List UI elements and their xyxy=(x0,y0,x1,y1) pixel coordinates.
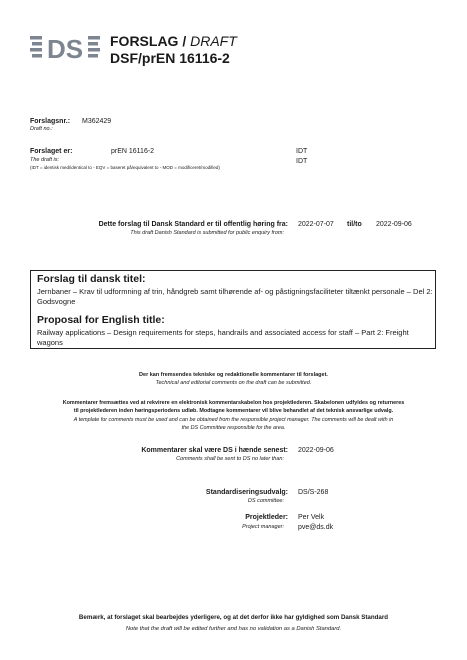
deadline-label-en: Comments shall be sent to DS no later than: xyxy=(176,456,284,462)
comments-info-en-1: A template for comments must be used and can be obtained from the responsible project manager. The comments will be dealt with in xyxy=(73,417,394,423)
document-id: DSF/prEN 16116-2 xyxy=(110,50,230,66)
hearing-to: 2022-09-06 xyxy=(376,221,412,228)
committee-label-en: DS committee: xyxy=(247,498,284,504)
comments-info-da-1: Kommentarer fremsættes ved at rekvirere en elektronisk kommentarskabelon hos projektlederen. Skabelonen udfyldes og returneres xyxy=(62,400,405,406)
ds-logo xyxy=(30,33,102,63)
comments-info-da-2: til projektlederen inden høringsperiodens udløb. Modtagne kommentarer vil blive behandlet af det teknisk ansvarlige udvalg. xyxy=(73,408,394,414)
draft-no-value: M362429 xyxy=(82,118,112,125)
hearing-to-label: til/to xyxy=(347,221,362,228)
deadline-label: Kommentarer skal være DS i hænde senest: xyxy=(141,447,288,454)
comments-intro-en: Technical and editorial comments on the draft can be submitted. xyxy=(155,380,312,386)
committee-label: Standardiseringsudvalg: xyxy=(205,489,288,496)
manager-label: Projektleder: xyxy=(245,514,288,521)
draft-is-label-en: The draft is: xyxy=(30,157,60,163)
deadline-value: 2022-09-06 xyxy=(298,447,334,454)
draft-is-value: prEN 16116-2 xyxy=(111,148,155,155)
danish-title-heading: Forslag til dansk titel: xyxy=(37,273,146,285)
draft-no-label-en: Draft no.: xyxy=(30,126,53,132)
draft-is-label: Forslaget er: xyxy=(30,148,73,155)
hearing-from: 2022-07-07 xyxy=(298,221,334,228)
hearing-label-en: This draft Danish Standard is submitted for public enquiry from: xyxy=(130,230,284,236)
manager-email[interactable]: pve@ds.dk xyxy=(298,524,334,531)
draft-status xyxy=(110,33,237,49)
comments-intro-da: Der kan fremsendes tekniske og redaktionelle kommentarer til forslaget. xyxy=(139,372,328,378)
committee-value: DS/S-268 xyxy=(298,489,329,496)
manager-name: Per Velk xyxy=(298,514,325,521)
footer-note-en: Note that the draft will be edited further and has no validation as a Danish Standard. xyxy=(125,626,342,632)
danish-title: Jernbaner – Krav til udformning af trin, håndgreb samt tilhørende af- og påstigningsfaciliteter tiltænkt personale – Del 2: Godsvogne xyxy=(37,287,433,306)
hearing-label: Dette forslag til Dansk Standard er til offentlig høring fra: xyxy=(98,221,288,228)
status-separator: / xyxy=(182,33,187,49)
draft-is-relation: IDT xyxy=(296,148,308,155)
draft-no-label: Forslagsnr.: xyxy=(30,118,71,125)
english-title-heading: Proposal for English title: xyxy=(37,314,165,326)
manager-label-en: Project manager: xyxy=(242,524,284,530)
logo-text: DS xyxy=(46,34,84,63)
status-label-en: DRAFT xyxy=(190,33,237,49)
title-box xyxy=(30,270,436,349)
comments-info-en-2: the DS Committee responsible for the area. xyxy=(181,425,286,431)
english-title: Railway applications – Design requirements for steps, handrails and associated access for staff – Part 2: Freight wagons xyxy=(37,328,409,347)
footer-note-da: Bemærk, at forslaget skal bearbejdes yderligere, og at det derfor ikke har gyldighed som Dansk Standard xyxy=(78,614,389,621)
draft-is-relation-2: IDT xyxy=(296,158,308,165)
status-label: FORSLAG xyxy=(110,33,179,49)
relation-legend: (IDT = identisk med/identical to - EQV = baseret på/equivalent to - MOD = modificeret/modified) xyxy=(30,165,220,170)
